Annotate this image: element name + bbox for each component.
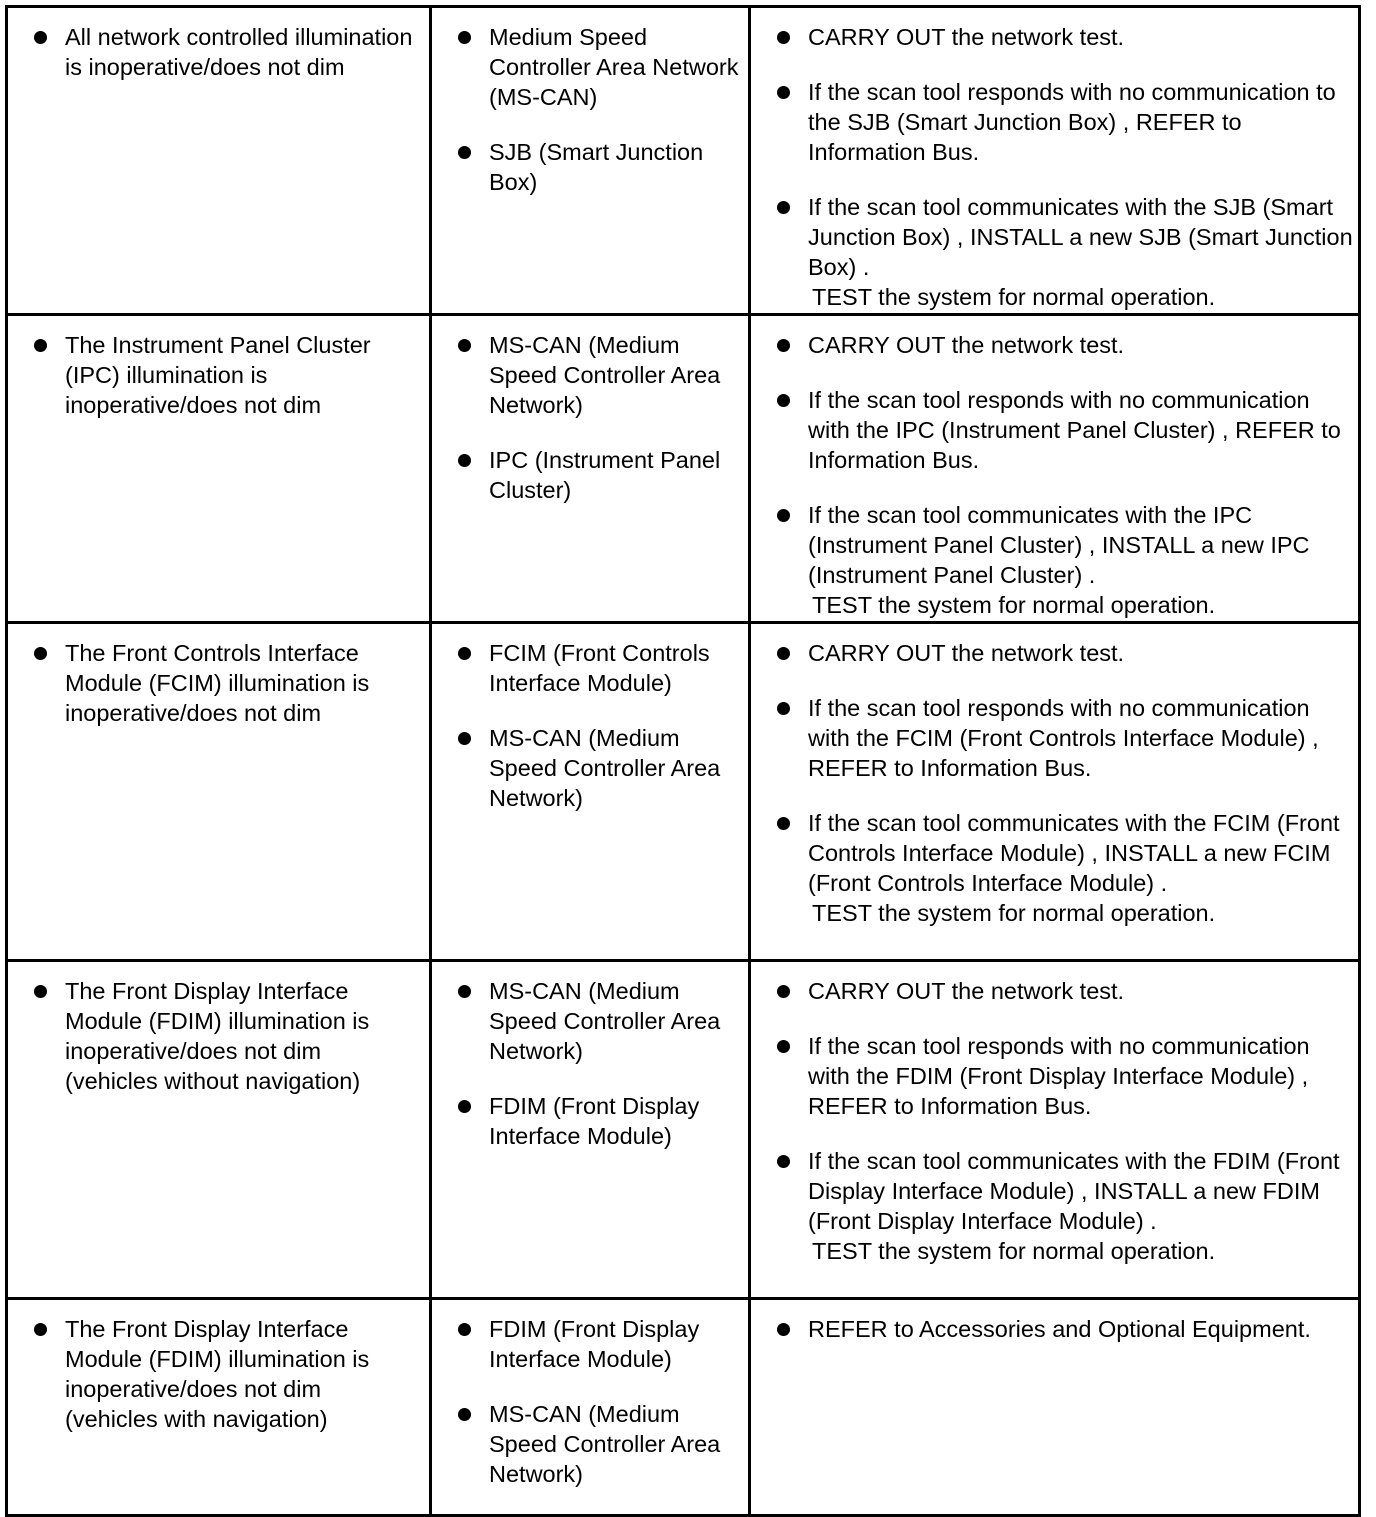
action-list	[751, 1314, 1358, 1344]
source-item	[432, 1314, 748, 1374]
bullet-icon	[458, 1323, 471, 1336]
condition-list	[8, 330, 429, 420]
table-row	[7, 315, 1360, 623]
action-text: If the scan tool responds with no communication with the FCIM (Front Controls Interface Module) , REFER to Information Bus.	[808, 695, 1319, 781]
source-list	[432, 638, 748, 813]
source-list	[432, 1314, 748, 1489]
source-item	[432, 330, 748, 420]
bullet-icon	[458, 339, 471, 352]
condition-text: The Front Display Interface Module (FDIM) illumination is inoperative/does not dim (vehicles without navigation)	[65, 978, 370, 1094]
action-cell	[750, 961, 1360, 1299]
diagnostic-table	[5, 5, 1361, 1517]
action-item	[751, 808, 1358, 928]
bullet-icon	[458, 454, 471, 467]
action-text: CARRY OUT the network test.	[808, 640, 1125, 666]
source-item	[432, 638, 748, 698]
action-item	[751, 500, 1358, 620]
condition-item	[8, 330, 429, 420]
action-list	[751, 22, 1358, 312]
bullet-icon	[458, 1100, 471, 1113]
bullet-icon	[777, 1155, 790, 1168]
action-item	[751, 330, 1358, 360]
bullet-icon	[777, 817, 790, 830]
condition-item	[8, 22, 429, 82]
source-cell	[431, 7, 750, 315]
action-item	[751, 638, 1358, 668]
action-cell	[750, 623, 1360, 961]
test-instruction: TEST the system for normal operation.	[812, 284, 1216, 310]
condition-list	[8, 22, 429, 82]
source-cell	[431, 623, 750, 961]
source-item	[432, 723, 748, 813]
condition-cell	[7, 961, 431, 1299]
source-item	[432, 1399, 748, 1489]
bullet-icon	[458, 146, 471, 159]
source-item	[432, 1091, 748, 1151]
action-list	[751, 638, 1358, 928]
bullet-icon	[34, 647, 47, 660]
action-item	[751, 385, 1358, 475]
source-cell	[431, 315, 750, 623]
action-cell	[750, 315, 1360, 623]
action-text: CARRY OUT the network test.	[808, 24, 1125, 50]
action-text: If the scan tool communicates with the FCIM (Front Controls Interface Module) , INSTALL a new FCIM (Front Controls Interface Module) .	[808, 810, 1340, 896]
bullet-icon	[777, 31, 790, 44]
condition-cell	[7, 623, 431, 961]
bullet-icon	[458, 31, 471, 44]
bullet-icon	[777, 509, 790, 522]
bullet-icon	[458, 1408, 471, 1421]
action-item	[751, 1031, 1358, 1121]
action-text: If the scan tool communicates with the FDIM (Front Display Interface Module) , INSTALL a new FDIM (Front Display Interface Module) .	[808, 1148, 1340, 1234]
action-list	[751, 976, 1358, 1266]
source-text: MS-CAN (Medium Speed Controller Area Network)	[489, 332, 721, 418]
action-text: CARRY OUT the network test.	[808, 978, 1125, 1004]
source-item	[432, 445, 748, 505]
condition-item	[8, 1314, 429, 1434]
condition-list	[8, 638, 429, 728]
bullet-icon	[34, 1323, 47, 1336]
action-item	[751, 1146, 1358, 1266]
condition-text: All network controlled illumination is inoperative/does not dim	[65, 24, 413, 80]
bullet-icon	[777, 1323, 790, 1336]
condition-text: The Front Display Interface Module (FDIM) illumination is inoperative/does not dim (vehicles with navigation)	[65, 1316, 370, 1432]
bullet-icon	[34, 31, 47, 44]
source-item	[432, 137, 748, 197]
bullet-icon	[34, 985, 47, 998]
bullet-icon	[777, 86, 790, 99]
bullet-icon	[777, 702, 790, 715]
action-cell	[750, 7, 1360, 315]
source-text: FDIM (Front Display Interface Module)	[489, 1093, 700, 1149]
test-instruction: TEST the system for normal operation.	[812, 900, 1216, 926]
bullet-icon	[777, 394, 790, 407]
source-text: FDIM (Front Display Interface Module)	[489, 1316, 700, 1372]
table-body	[7, 7, 1360, 1516]
test-instruction: TEST the system for normal operation.	[812, 592, 1216, 618]
action-text: If the scan tool responds with no communication to the SJB (Smart Junction Box) , REFER to Information Bus.	[808, 79, 1336, 165]
action-text: CARRY OUT the network test.	[808, 332, 1125, 358]
table-row	[7, 961, 1360, 1299]
source-text: MS-CAN (Medium Speed Controller Area Network)	[489, 725, 721, 811]
condition-list	[8, 1314, 429, 1434]
condition-item	[8, 638, 429, 728]
source-text: Medium Speed Controller Area Network (MS-CAN)	[489, 24, 739, 110]
action-cell	[750, 1299, 1360, 1516]
source-list	[432, 22, 748, 197]
bullet-icon	[777, 339, 790, 352]
source-text: FCIM (Front Controls Interface Module)	[489, 640, 710, 696]
source-item	[432, 976, 748, 1066]
table-row	[7, 623, 1360, 961]
bullet-icon	[34, 339, 47, 352]
condition-text: The Instrument Panel Cluster (IPC) illumination is inoperative/does not dim	[65, 332, 371, 418]
action-item	[751, 77, 1358, 167]
source-item	[432, 22, 748, 112]
bullet-icon	[777, 647, 790, 660]
source-list	[432, 330, 748, 505]
source-text: MS-CAN (Medium Speed Controller Area Network)	[489, 978, 721, 1064]
condition-list	[8, 976, 429, 1096]
source-text: MS-CAN (Medium Speed Controller Area Network)	[489, 1401, 721, 1487]
bullet-icon	[777, 1040, 790, 1053]
condition-cell	[7, 7, 431, 315]
action-text: If the scan tool communicates with the SJB (Smart Junction Box) , INSTALL a new SJB (Smart Junction Box) .	[808, 194, 1353, 280]
bullet-icon	[777, 201, 790, 214]
bullet-icon	[458, 732, 471, 745]
source-list	[432, 976, 748, 1151]
source-text: SJB (Smart Junction Box)	[489, 139, 704, 195]
test-instruction: TEST the system for normal operation.	[812, 1238, 1216, 1264]
action-item	[751, 693, 1358, 783]
source-cell	[431, 1299, 750, 1516]
action-text: If the scan tool communicates with the IPC (Instrument Panel Cluster) , INSTALL a new IPC (Instrument Panel Cluster) .	[808, 502, 1310, 588]
condition-cell	[7, 315, 431, 623]
bullet-icon	[458, 647, 471, 660]
action-text: REFER to Accessories and Optional Equipment.	[808, 1316, 1311, 1342]
source-cell	[431, 961, 750, 1299]
action-text: If the scan tool responds with no communication with the IPC (Instrument Panel Cluster) , REFER to Information Bus.	[808, 387, 1341, 473]
action-item	[751, 22, 1358, 52]
source-text: IPC (Instrument Panel Cluster)	[489, 447, 721, 503]
action-item	[751, 1314, 1358, 1344]
condition-item	[8, 976, 429, 1096]
bullet-icon	[777, 985, 790, 998]
table-row	[7, 7, 1360, 315]
table-row	[7, 1299, 1360, 1516]
action-list	[751, 330, 1358, 620]
action-item	[751, 192, 1358, 312]
bullet-icon	[458, 985, 471, 998]
action-text: If the scan tool responds with no communication with the FDIM (Front Display Interface Module) , REFER to Information Bus.	[808, 1033, 1310, 1119]
action-item	[751, 976, 1358, 1006]
condition-cell	[7, 1299, 431, 1516]
condition-text: The Front Controls Interface Module (FCIM) illumination is inoperative/does not dim	[65, 640, 370, 726]
